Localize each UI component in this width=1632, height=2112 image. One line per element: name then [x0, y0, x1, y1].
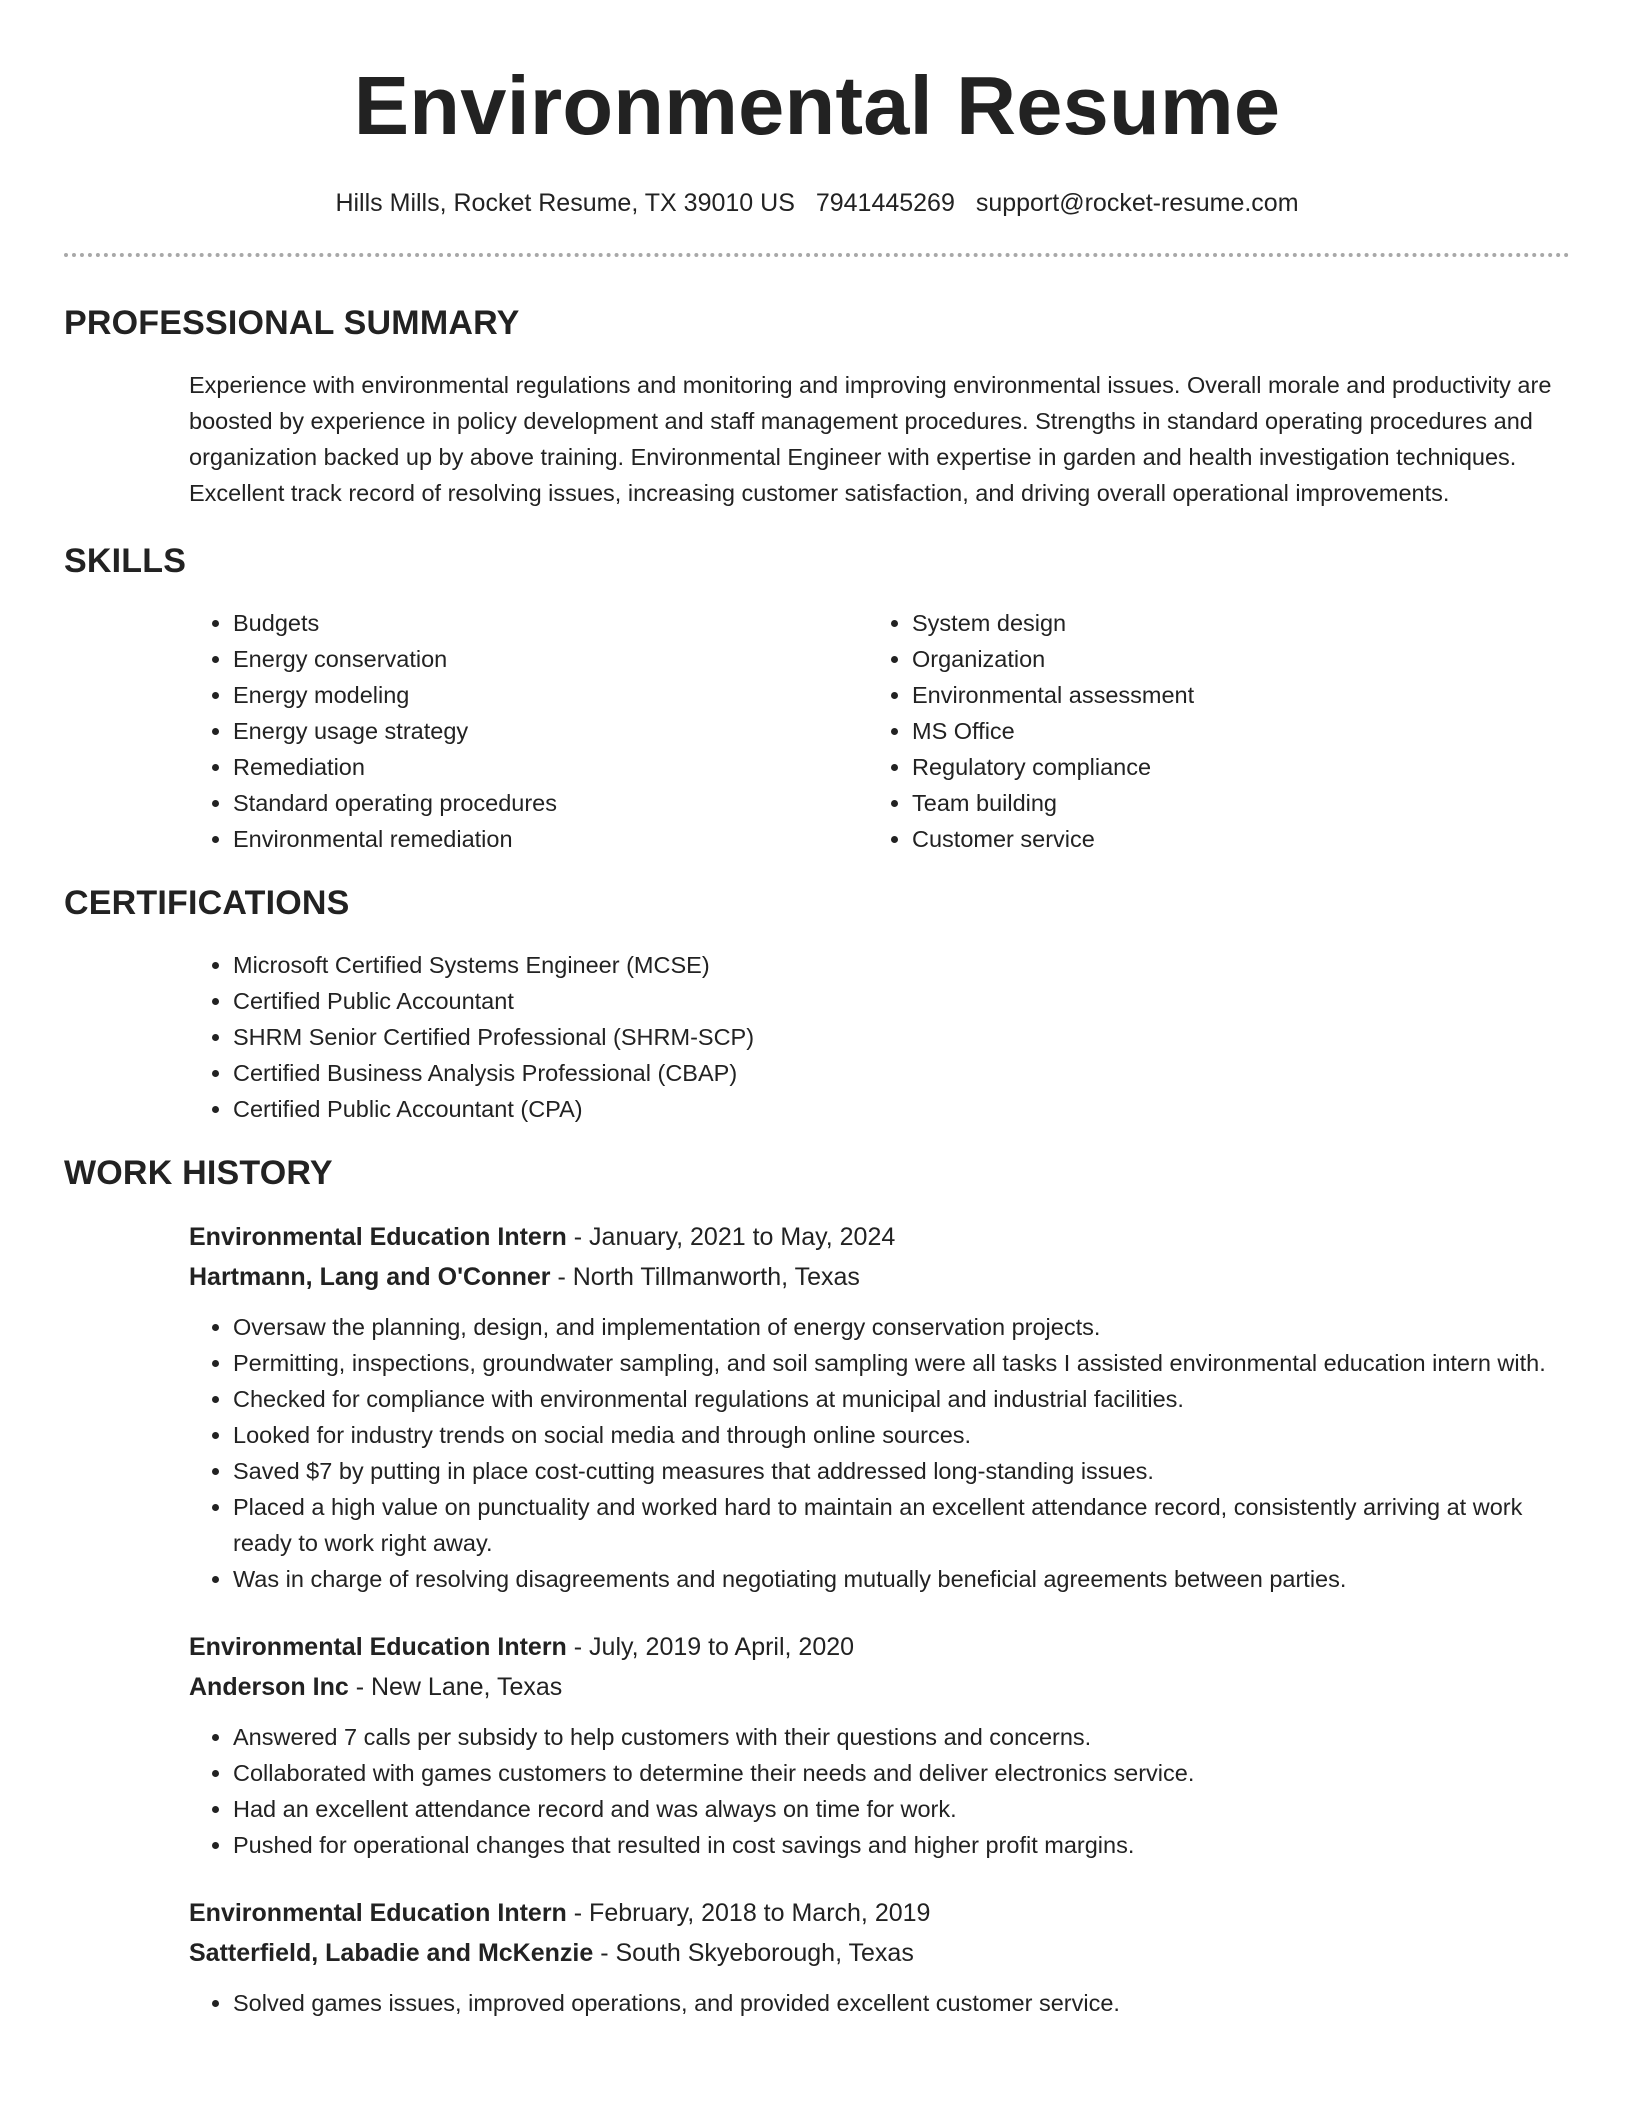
job-bullet: • Permitting, inspections, groundwater sampling, and soil sampling were all tasks I assisted environmental education intern with. — [233, 1345, 1570, 1381]
certifications-section — [64, 883, 1570, 1127]
contact-address: Hills Mills, Rocket Resume, TX 39010 US — [335, 189, 795, 217]
skill-item: • Environmental remediation — [233, 821, 868, 857]
job-title-line: Environmental Education Intern - July, 2019 to April, 2020 — [189, 1633, 855, 1661]
job-title-line: Environmental Education Intern - February, 2018 to March, 2019 — [189, 1899, 931, 1927]
job-dates: February, 2018 to March, 2019 — [589, 1899, 931, 1927]
job-location: New Lane, Texas — [370, 1673, 563, 1701]
skills-grid — [189, 605, 1570, 857]
job-bullets — [189, 1985, 1570, 2021]
job-title: Environmental Education Intern — [189, 1633, 567, 1661]
job-company-line: Hartmann, Lang and O'Conner - North Tillmanworth, Texas — [189, 1263, 860, 1291]
contact-phone: 7941445269 — [815, 189, 955, 217]
resume-header — [64, 56, 1570, 220]
certification-item: • Certified Public Accountant (CPA) — [233, 1091, 1570, 1127]
certifications-title: CERTIFICATIONS — [64, 884, 350, 922]
job-entry — [189, 1217, 1570, 1597]
skill-item: • Remediation — [233, 749, 868, 785]
job-bullet: • Pushed for operational changes that resulted in cost savings and higher profit margins. — [233, 1827, 1570, 1863]
contact-email: support@rocket-resume.com — [975, 189, 1299, 217]
job-entry — [189, 1893, 1570, 2021]
job-company: Hartmann, Lang and O'Conner — [189, 1263, 551, 1291]
skill-item: • Budgets — [233, 605, 868, 641]
job-bullet: • Looked for industry trends on social media and through online sources. — [233, 1417, 1570, 1453]
certification-item: • Certified Public Accountant — [233, 983, 1570, 1019]
job-bullet: • Collaborated with games customers to determine their needs and deliver electronics service. — [233, 1755, 1570, 1791]
summary-text: Experience with environmental regulations and monitoring and improving environmental issues. Overall morale and productivity are boosted by experience in policy development and staff management procedures. Strengths in standard operating procedures and organization backed up by above training. Environmental Engineer with expertise in garden and health investigation techniques. Excellent track record of resolving issues, increasing customer satisfaction, and driving overall operational improvements. — [189, 372, 1552, 506]
skills-list-right — [868, 605, 1570, 857]
skills-section — [64, 541, 1570, 857]
job-dates: January, 2021 to May, 2024 — [589, 1223, 896, 1251]
job-company-line: Anderson Inc - New Lane, Texas — [189, 1673, 563, 1701]
contact-line — [64, 186, 1570, 220]
job-bullet: • Was in charge of resolving disagreements and negotiating mutually beneficial agreements between parties. — [233, 1561, 1570, 1597]
skill-item: • Team building — [912, 785, 1570, 821]
resume-name: Environmental Resume — [353, 59, 1281, 152]
job-entry — [189, 1627, 1570, 1863]
summary-title: PROFESSIONAL SUMMARY — [64, 304, 520, 342]
skill-item: • System design — [912, 605, 1570, 641]
skill-item: • Energy modeling — [233, 677, 868, 713]
skill-item: • MS Office — [912, 713, 1570, 749]
job-bullet: • Saved $7 by putting in place cost-cutting measures that addressed long-standing issues. — [233, 1453, 1570, 1489]
header-divider — [64, 253, 1570, 257]
job-bullet: • Answered 7 calls per subsidy to help customers with their questions and concerns. — [233, 1719, 1570, 1755]
work-section — [64, 1153, 1570, 2021]
skill-item: • Regulatory compliance — [912, 749, 1570, 785]
job-location: North Tillmanworth, Texas — [572, 1263, 860, 1291]
summary-section — [64, 303, 1570, 511]
job-bullets — [189, 1309, 1570, 1597]
job-company-line: Satterfield, Labadie and McKenzie - South Skyeborough, Texas — [189, 1939, 914, 1967]
skill-item: • Energy usage strategy — [233, 713, 868, 749]
job-bullet: • Placed a high value on punctuality and worked hard to maintain an excellent attendance record, consistently arriving at work ready to work right away. — [233, 1489, 1570, 1561]
job-title: Environmental Education Intern — [189, 1223, 567, 1251]
skills-title: SKILLS — [64, 542, 187, 580]
job-location: South Skyeborough, Texas — [615, 1939, 914, 1967]
skill-item: • Energy conservation — [233, 641, 868, 677]
job-company: Anderson Inc — [189, 1673, 349, 1701]
job-company: Satterfield, Labadie and McKenzie — [189, 1939, 594, 1967]
job-bullet: • Checked for compliance with environmental regulations at municipal and industrial facilities. — [233, 1381, 1570, 1417]
certifications-list — [189, 947, 1570, 1127]
skill-item: • Organization — [912, 641, 1570, 677]
job-bullet: • Oversaw the planning, design, and implementation of energy conservation projects. — [233, 1309, 1570, 1345]
certification-item: • Microsoft Certified Systems Engineer (MCSE) — [233, 947, 1570, 983]
job-dates: July, 2019 to April, 2020 — [589, 1633, 855, 1661]
skills-list-left — [189, 605, 868, 857]
job-title-line: Environmental Education Intern - January, 2021 to May, 2024 — [189, 1223, 896, 1251]
skill-item: • Environmental assessment — [912, 677, 1570, 713]
job-title: Environmental Education Intern — [189, 1899, 567, 1927]
skill-item: • Customer service — [912, 821, 1570, 857]
job-bullets — [189, 1719, 1570, 1863]
job-bullet: • Had an excellent attendance record and was always on time for work. — [233, 1791, 1570, 1827]
work-title: WORK HISTORY — [64, 1154, 333, 1192]
skill-item: • Standard operating procedures — [233, 785, 868, 821]
certification-item: • SHRM Senior Certified Professional (SHRM-SCP) — [233, 1019, 1570, 1055]
certification-item: • Certified Business Analysis Professional (CBAP) — [233, 1055, 1570, 1091]
job-bullet: • Solved games issues, improved operations, and provided excellent customer service. — [233, 1985, 1570, 2021]
